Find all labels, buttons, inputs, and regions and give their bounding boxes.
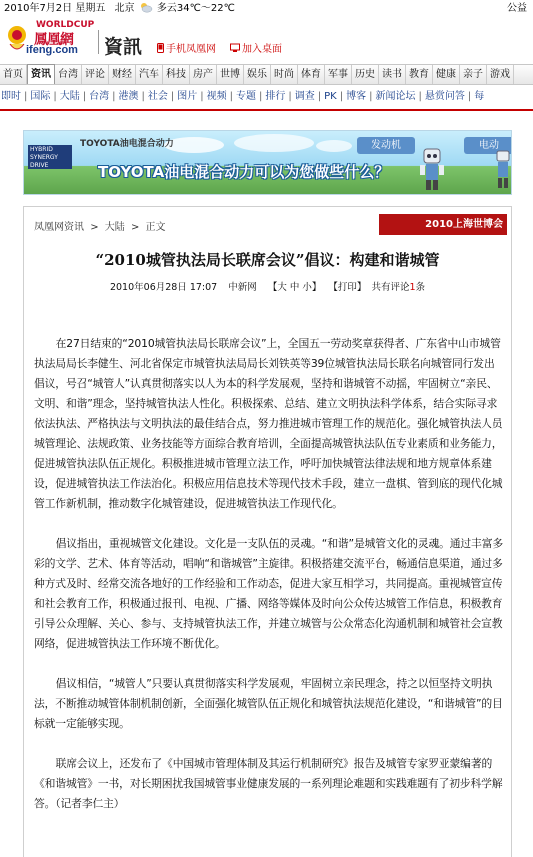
nav-separator: | bbox=[317, 91, 322, 102]
top-info-bar bbox=[0, 0, 533, 18]
toyota-ad-banner[interactable] bbox=[23, 130, 512, 195]
nav-separator: | bbox=[369, 91, 373, 102]
cloudy-weather-icon bbox=[139, 2, 153, 13]
site-header bbox=[0, 18, 533, 60]
article-paragraph: 倡议相信，“城管人”只要认真贯彻落实科学发展观，牢固树立亲民理念，持之以恒坚持文明执法，不断推动城管体制机制创新，全面强化城管队伍正规化和城管执法规范化建设，“和谐城管”的目标就一定能够实现。 bbox=[34, 677, 503, 730]
font-size-control[interactable]: 【大 中 小】 bbox=[267, 282, 322, 293]
logo-domain-text: ifeng.com bbox=[26, 44, 78, 56]
subnav-item[interactable]: 港澳 bbox=[118, 91, 139, 102]
weather-text: 多云34℃～22℃ bbox=[156, 3, 235, 14]
subnav-item[interactable]: PK bbox=[324, 91, 337, 102]
article-source: 中新网 bbox=[228, 282, 257, 293]
subnav-item[interactable]: 新闻论坛 bbox=[375, 91, 416, 102]
nav-separator: | bbox=[141, 91, 145, 102]
charity-link[interactable]: 公益 bbox=[507, 3, 527, 14]
ifeng-logo[interactable] bbox=[4, 20, 96, 58]
breadcrumb-mainland[interactable]: 大陆 bbox=[104, 222, 125, 233]
breadcrumb-separator: > bbox=[90, 222, 99, 233]
nav-item[interactable]: 首页 bbox=[0, 65, 27, 84]
nav-item[interactable]: 教育 bbox=[406, 65, 433, 84]
nav-separator: | bbox=[82, 91, 87, 102]
cloud-decoration bbox=[154, 133, 354, 155]
breadcrumb-separator: > bbox=[130, 222, 140, 233]
nav-separator: | bbox=[170, 91, 175, 102]
mobile-link-label: 手机凤凰网 bbox=[166, 44, 216, 55]
robot-mascot-icon bbox=[417, 147, 447, 191]
nav-separator: | bbox=[53, 91, 57, 102]
breadcrumb-home[interactable]: 凤凰网资讯 bbox=[34, 222, 84, 233]
header-divider bbox=[98, 30, 99, 54]
nav-separator: | bbox=[112, 91, 116, 102]
desktop-icon bbox=[230, 43, 240, 53]
subnav-item[interactable]: 视频 bbox=[206, 91, 227, 102]
subnav-item[interactable]: 社会 bbox=[147, 91, 168, 102]
nav-item[interactable]: 房产 bbox=[190, 65, 217, 84]
article-date: 2010年06月28日 17:07 bbox=[109, 282, 218, 293]
nav-item[interactable]: 台湾 bbox=[55, 65, 82, 84]
nav-divider bbox=[0, 109, 533, 111]
subnav-item[interactable]: 调查 bbox=[294, 91, 315, 102]
nav-item[interactable]: 科技 bbox=[163, 65, 190, 84]
subnav-item[interactable]: 即时 bbox=[1, 91, 21, 102]
nav-item[interactable]: 健康 bbox=[433, 65, 460, 84]
subnav-item[interactable]: 悬赏问答 bbox=[424, 91, 465, 102]
subnav-item[interactable]: 排行 bbox=[265, 91, 286, 102]
nav-item[interactable]: 评论 bbox=[82, 65, 109, 84]
subnav-item[interactable]: 博客 bbox=[346, 91, 367, 102]
phone-icon bbox=[157, 43, 164, 53]
subnav-item[interactable]: 图片 bbox=[177, 91, 198, 102]
worldcup-ball-icon bbox=[6, 24, 28, 54]
nav-item[interactable]: 时尚 bbox=[271, 65, 298, 84]
add-to-desktop-link[interactable] bbox=[230, 40, 282, 55]
nav-separator: | bbox=[467, 91, 472, 102]
expo-banner[interactable] bbox=[379, 214, 507, 235]
nav-item[interactable]: 世博 bbox=[217, 65, 244, 84]
nav-item[interactable]: 财经 bbox=[109, 65, 136, 84]
nav-item[interactable]: 军事 bbox=[325, 65, 352, 84]
breadcrumb-current: 正文 bbox=[145, 222, 166, 233]
desktop-link-label: 加入桌面 bbox=[242, 44, 282, 55]
nav-item[interactable]: 体育 bbox=[298, 65, 325, 84]
nav-separator: | bbox=[418, 91, 422, 102]
ad-brand: TOYOTA油电混合动力 bbox=[80, 139, 174, 149]
subnav-item[interactable]: 台湾 bbox=[89, 91, 110, 102]
article-paragraph: 联席会议上，还发布了《中国城市管理体制及其运行机制研究》报告及城管专家罗亚蒙编著的《和谐城管》一书，对长期困扰我国城管事业健康发展的一系列理论难题和实践难题有了初步科学解答。（记者李仁主） bbox=[34, 757, 503, 810]
current-date: 2010年7月2日 星期五 bbox=[4, 3, 106, 14]
mobile-site-link[interactable] bbox=[157, 40, 216, 55]
robot-mascot-small-icon bbox=[494, 149, 512, 189]
section-title: 資訊 bbox=[104, 36, 143, 58]
nav-item[interactable]: 亲子 bbox=[460, 65, 487, 84]
subnav-item[interactable]: 专题 bbox=[236, 91, 256, 102]
ad-engine-button[interactable]: 发动机 bbox=[357, 137, 415, 154]
comments-suffix: 条 bbox=[415, 282, 426, 293]
comments-link[interactable] bbox=[371, 282, 425, 293]
ad-electric-button[interactable]: 电动 bbox=[464, 137, 512, 154]
nav-item[interactable]: 汽车 bbox=[136, 65, 163, 84]
subnav-item[interactable]: 大陆 bbox=[59, 91, 80, 102]
nav-separator: | bbox=[288, 91, 292, 102]
nav-item[interactable]: 资讯 bbox=[27, 64, 55, 84]
comments-prefix: 共有评论 bbox=[371, 282, 410, 293]
nav-separator: | bbox=[200, 91, 204, 102]
nav-item[interactable]: 娱乐 bbox=[244, 65, 271, 84]
comments-count: 1 bbox=[409, 282, 416, 293]
hybrid-badge: HYBRID SYNERGY DRIVE bbox=[28, 145, 72, 169]
nav-item[interactable]: 游戏 bbox=[487, 65, 514, 84]
nav-separator: | bbox=[24, 91, 28, 102]
logo-chinese-text: 鳳凰網 bbox=[34, 32, 73, 48]
nav-item[interactable]: 读书 bbox=[379, 65, 406, 84]
nav-item[interactable]: 历史 bbox=[352, 65, 379, 84]
article-container bbox=[23, 206, 512, 857]
primary-nav bbox=[0, 64, 533, 85]
city-name[interactable]: 北京 bbox=[114, 3, 135, 14]
secondary-nav bbox=[0, 90, 533, 104]
nav-separator: | bbox=[339, 91, 344, 102]
ad-slogan: TOYOTA油电混合动力可以为您做些什么？ bbox=[98, 163, 390, 181]
logo-worldcup-text: WORLDCUP bbox=[36, 20, 95, 30]
subnav-item[interactable]: 每 bbox=[474, 91, 485, 102]
article-title: “2010城管执法局长联席会议”倡议：构建和谐城管 bbox=[95, 251, 440, 269]
article-paragraph: 在27日结束的“2010城管执法局长联席会议”上，全国五一劳动奖章获得者、广东省中山市城管执法局局长李健生、河北省保定市城管执法局局长刘铁英等39位城管执法局长联名向城管同行发出倡议，号召“城管人”认真贯彻落实以人为本的科学发展观，坚持和谐城管不动摇，牢固树立“亲民、文明、和谐”理念，坚持城管执法人性化。积极探索、总结、建立文明执法科学体系，结合实际寻求依法执法、严格执法与文明执法的最佳结合点，努力推进城市管理工作的规范化。强化城管执法人员城管理论、法规政策、业务技能等方面综合教育培训，全面提高城管执法队伍专业素质和业务能力，促进城管执法队伍正规化。积极推进城市管理立法工作，呼吁加快城管法律法规和地方规章体系建设，促进城管执法工作法治化。积极应用信息技术等现代技术手段，建立一盘棋、管到底的现代化城管工作新机制，推动数字化城管建设，促进城管执法工作现代化。 bbox=[34, 337, 503, 510]
article-body bbox=[34, 334, 505, 834]
article-meta bbox=[24, 279, 511, 293]
nav-separator: | bbox=[229, 91, 233, 102]
print-link[interactable]: 【打印】 bbox=[328, 282, 367, 293]
breadcrumb bbox=[34, 218, 166, 233]
nav-separator: | bbox=[259, 91, 263, 102]
article-paragraph: 倡议指出，重视城管文化建设。文化是一支队伍的灵魂。“和谐”是城管文化的灵魂。通过丰富多彩的文学、艺术、体育等活动，唱响“和谐城管”主旋律。积极搭建交流平台，畅通信息渠道，通过多种方式及时、经常交流各地好的工作经验和工作动态，促进大家互相学习，共同提高。重视城管宣传和社会教育工作，积极通过报刊、电视、广播、网络等媒体及时向公众传达城管工作信息，积极教育引导公众理解、关心、参与、支持城管执法工作，并建立城管与公众常态化沟通机制和城管社会宣教网络，促进城管执法工作环境不断优化。 bbox=[34, 537, 503, 650]
subnav-item[interactable]: 国际 bbox=[30, 91, 51, 102]
expo-banner-text: 2010上海世博会 bbox=[425, 219, 503, 230]
